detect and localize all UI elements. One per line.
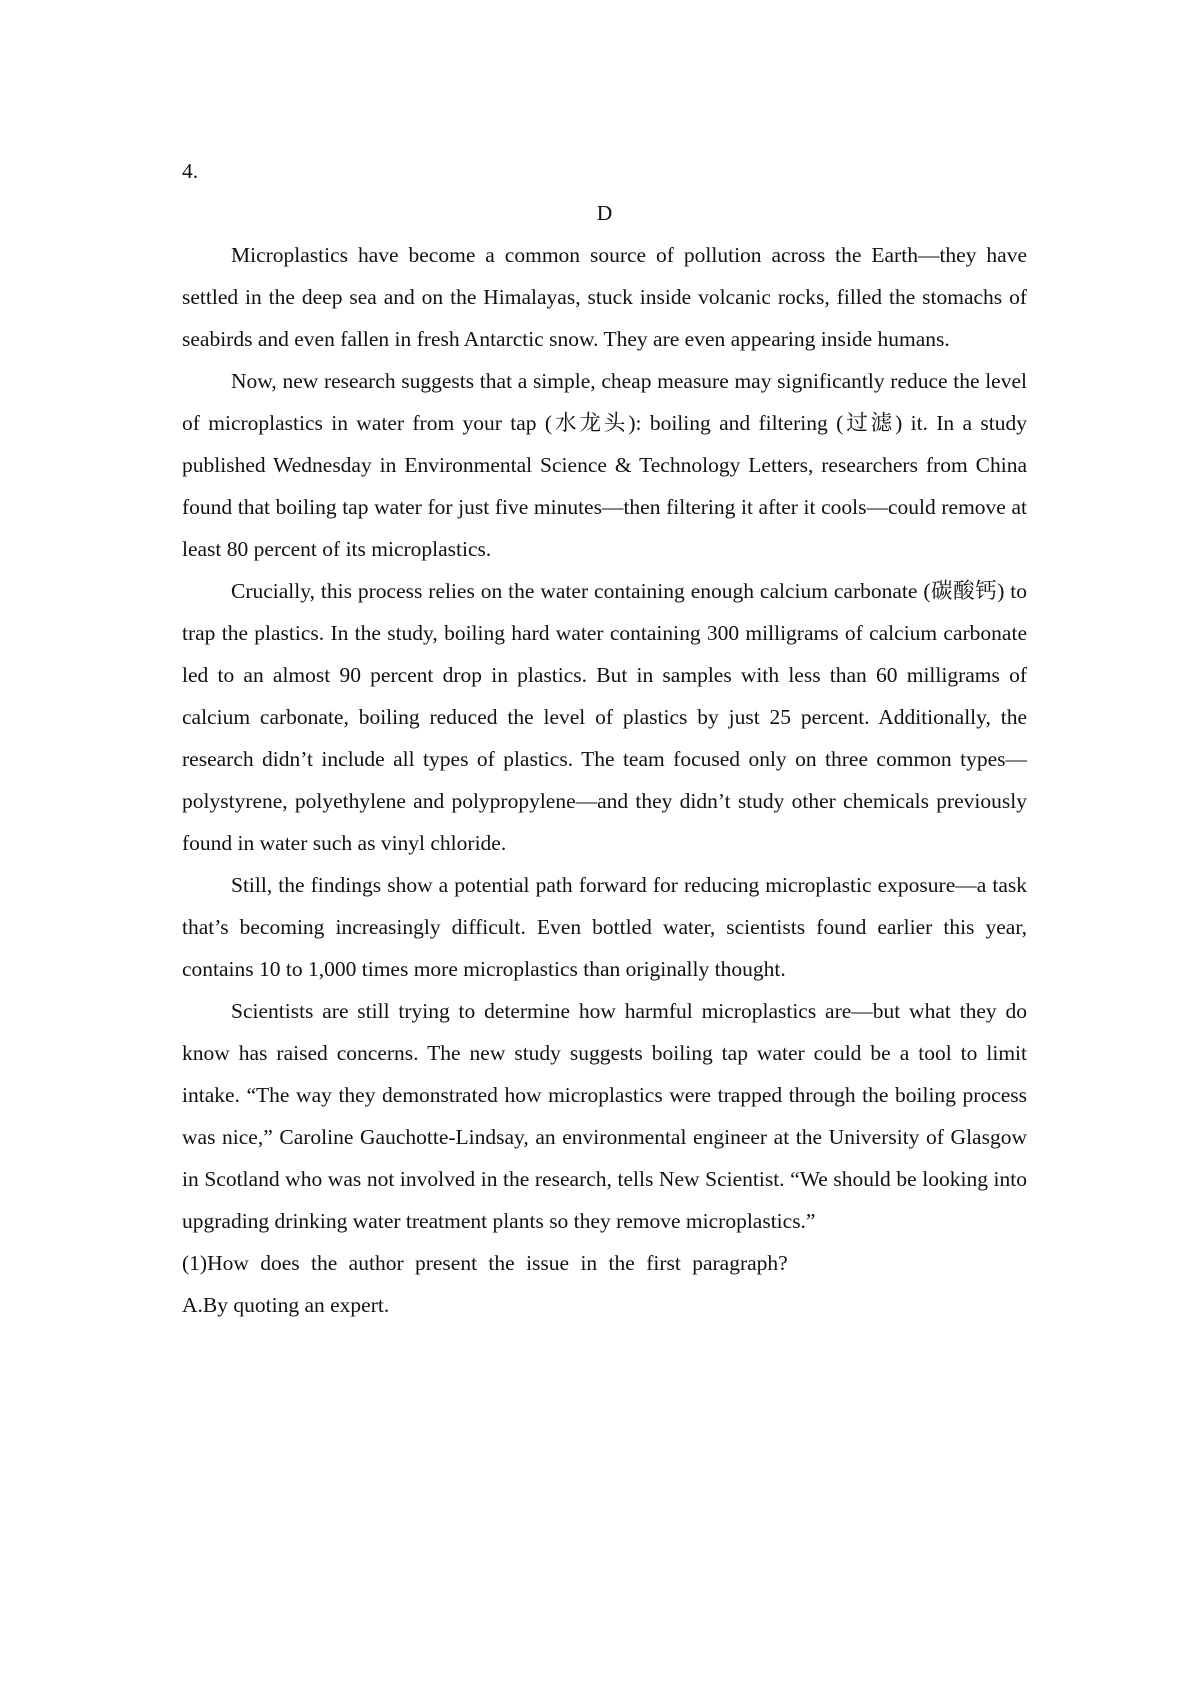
question-number: 4. <box>182 159 199 183</box>
passage-paragraph-1: Microplastics have become a common source of pollution across the Earth—they have settled in the deep sea and on the Himalayas, stuck inside volcanic rocks, filled the stomachs of seabirds and even fallen in fresh Antarctic snow. They are even appearing inside humans. <box>182 243 1027 351</box>
passage-paragraph-4: Still, the findings show a potential path forward for reducing microplastic exposure—a task that’s becoming increasingly difficult. Even bottled water, scientists found earlier this year, contains 10 to 1,000 times more microplastics than originally thought. <box>182 873 1027 981</box>
passage-paragraph-2: Now, new research suggests that a simple, cheap measure may significantly reduce the level of microplastics in water from your tap (水龙头): boiling and filtering (过滤) it. In a study published Wednesday in Environmental Science & Technology Letters, researchers from China found that boiling tap water for just five minutes—then filtering it after it cools—could remove at least 80 percent of its microplastics. <box>182 369 1027 561</box>
document-page <box>182 150 1027 1326</box>
answer-option-a: A.By quoting an expert. <box>182 1293 390 1317</box>
passage-paragraph-5: Scientists are still trying to determine how harmful microplastics are—but what they do know has raised concerns. The new study suggests boiling tap water could be a tool to limit intake. “The way they demonstrated how microplastics were trapped through the boiling process was nice,” Caroline Gauchotte-Lindsay, an environmental engineer at the University of Glasgow in Scotland who was not involved in the research, tells New Scientist. “We should be looking into upgrading drinking water treatment plants so they remove microplastics.” <box>182 999 1027 1233</box>
section-label: D <box>596 201 613 225</box>
passage-paragraph-3: Crucially, this process relies on the water containing enough calcium carbonate (碳酸钙) to trap the plastics. In the study, boiling hard water containing 300 milligrams of calcium carbonate led to an almost 90 percent drop in plastics. But in samples with less than 60 milligrams of calcium carbonate, boiling reduced the level of plastics by just 25 percent. Additionally, the research didn’t include all types of plastics. The team focused only on three common types—polystyrene, polyethylene and polypropylene—and they didn’t study other chemicals previously found in water such as vinyl chloride. <box>182 579 1027 855</box>
question-stem: (1)How does the author present the issue in the first paragraph? <box>182 1251 788 1275</box>
